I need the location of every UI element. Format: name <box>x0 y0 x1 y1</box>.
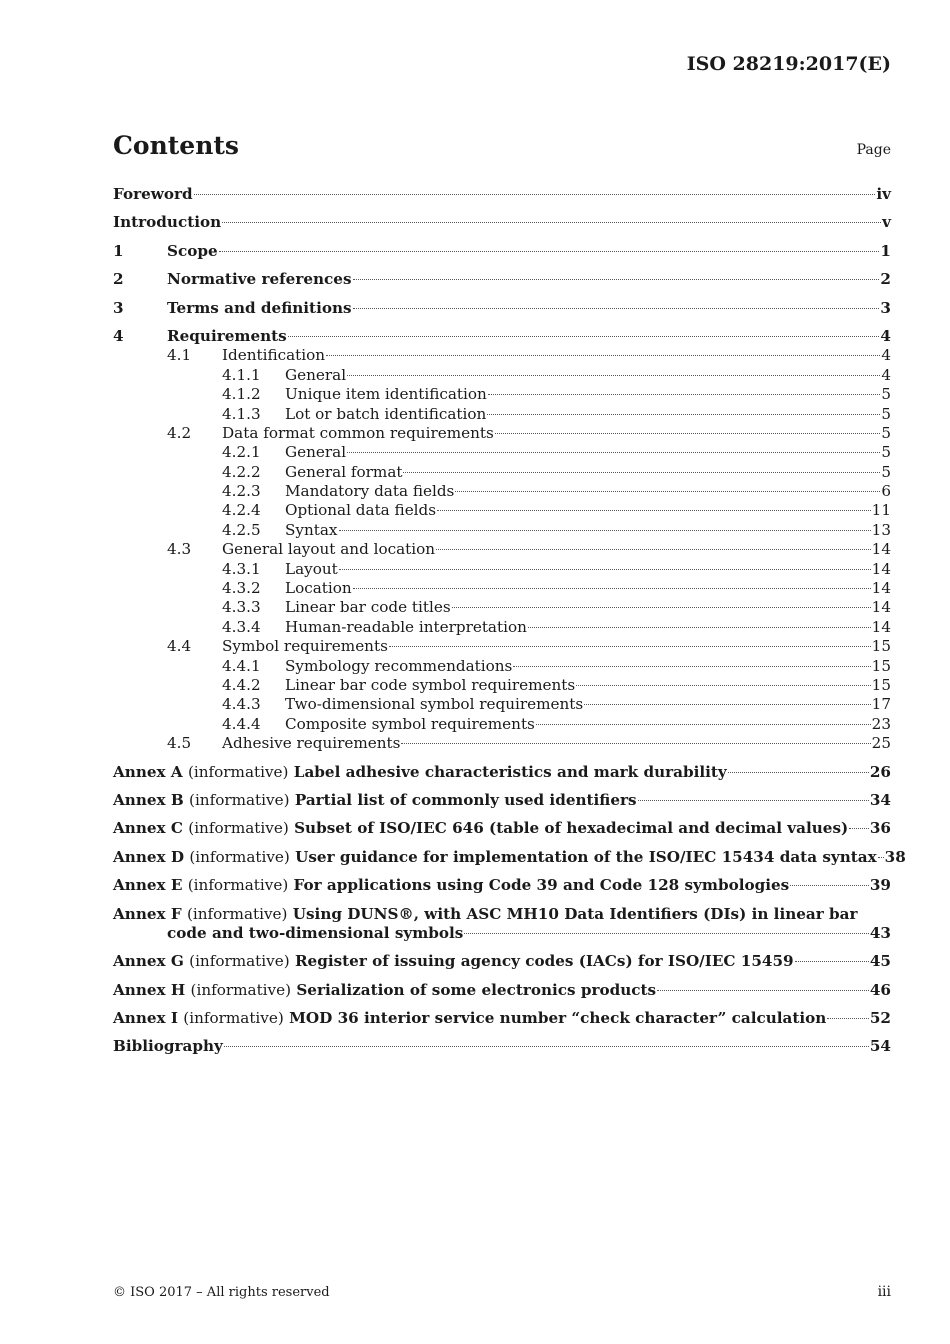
toc-page: 45 <box>869 952 891 971</box>
toc-number: 4.4.1 <box>222 656 261 675</box>
toc-page: 13 <box>871 520 891 539</box>
toc-number: 4.2.2 <box>222 462 261 481</box>
leader-dots <box>878 857 884 858</box>
leader-dots <box>849 828 869 829</box>
toc-page: 4 <box>881 346 891 365</box>
toc-title-continued: code and two-dimensional symbols <box>167 923 464 942</box>
leader-dots <box>795 961 869 962</box>
toc-page: 14 <box>871 579 891 598</box>
toc-number: 4.4 <box>167 637 192 656</box>
toc-page: 43 <box>869 923 891 942</box>
leader-dots <box>353 588 871 589</box>
leader-dots <box>536 724 871 725</box>
leader-dots <box>790 885 869 886</box>
toc-page: 11 <box>871 501 891 520</box>
leader-dots <box>827 1018 869 1019</box>
page-number: iii <box>877 1284 891 1300</box>
toc-page: 25 <box>871 734 891 753</box>
leader-dots <box>657 990 869 991</box>
contents-heading: Contents <box>113 131 240 160</box>
toc-number: 4.3 <box>167 540 192 559</box>
toc-entry-subsection[interactable] <box>113 579 891 598</box>
toc-number: 4.3.4 <box>222 617 261 636</box>
toc-page: 14 <box>871 559 891 578</box>
toc-entry-subsection[interactable] <box>113 385 891 404</box>
toc-title: Two-dimensional symbol requirements <box>285 695 584 714</box>
toc-number: 4.2.3 <box>222 482 261 501</box>
toc-page: 5 <box>881 385 891 404</box>
toc-title: Lot or batch identification <box>285 404 487 423</box>
toc-entry-annex-h[interactable] <box>113 981 891 1000</box>
toc-title: Optional data fields <box>285 501 437 520</box>
toc-entry-annex-d[interactable] <box>113 847 906 867</box>
annex-type: (informative) <box>189 790 290 809</box>
annex-label: Annex I <box>113 1009 178 1028</box>
leader-dots <box>326 355 880 356</box>
annex-type: (informative) <box>186 904 288 923</box>
toc-entry-clause-3[interactable] <box>113 299 891 318</box>
toc-title: Terms and definitions <box>167 298 352 317</box>
toc-title: Human-readable interpretation <box>285 617 527 636</box>
leader-dots <box>436 549 871 550</box>
annex-type: (informative) <box>183 1009 284 1028</box>
toc-title: Register of issuing agency codes (IACs) for ISO/IEC 15459 <box>294 952 794 971</box>
toc-page: iv <box>876 185 891 203</box>
annex-type: (informative) <box>189 952 290 971</box>
toc-entry-subsection[interactable] <box>113 443 891 462</box>
toc-number: 4.1.2 <box>222 385 261 404</box>
leader-dots <box>339 530 871 531</box>
toc-page: 34 <box>869 790 891 809</box>
leader-dots <box>487 414 880 415</box>
toc-number: 4 <box>113 326 124 345</box>
toc-entry-introduction[interactable] <box>113 213 891 232</box>
toc-number: 1 <box>113 241 124 260</box>
toc-title: For applications using Code 39 and Code 128 symbologies <box>293 876 790 895</box>
leader-dots <box>401 743 870 744</box>
toc-title: Label adhesive characteristics and mark durability <box>293 762 727 781</box>
toc-page: 4 <box>880 326 891 345</box>
toc-title: Symbology recommendations <box>285 656 513 675</box>
toc-title: Serialization of some electronics products <box>296 980 657 999</box>
toc-title: Foreword <box>113 185 193 203</box>
leader-dots <box>488 394 881 395</box>
toc-entry-subsection[interactable] <box>113 657 891 676</box>
toc-page: 5 <box>881 423 891 442</box>
toc-page: 1 <box>880 241 891 260</box>
toc-entry-subsection[interactable] <box>113 482 891 501</box>
toc-number: 4.3.1 <box>222 559 261 578</box>
document-id: ISO 28219:2017(E) <box>686 53 891 75</box>
toc-entry-section[interactable] <box>113 540 891 559</box>
toc-page: 26 <box>869 762 891 781</box>
toc-entry-foreword[interactable] <box>113 185 891 204</box>
toc-number: 2 <box>113 270 124 289</box>
toc-entry-section[interactable] <box>113 734 891 753</box>
toc-page: 5 <box>881 443 891 462</box>
toc-title: General <box>285 365 347 384</box>
leader-dots <box>455 491 880 492</box>
toc-number: 4.4.2 <box>222 675 261 694</box>
leader-dots <box>528 627 871 628</box>
toc-number: 4.2.1 <box>222 443 261 462</box>
leader-dots <box>728 772 869 773</box>
annex-label: Annex B <box>113 790 184 809</box>
toc-title: Composite symbol requirements <box>285 714 535 733</box>
toc-entry-subsection[interactable] <box>113 715 891 734</box>
toc-page: 15 <box>871 675 891 694</box>
annex-label: Annex G <box>113 952 184 971</box>
toc-number: 4.2.4 <box>222 501 261 520</box>
toc-entry-annex-g[interactable] <box>113 952 891 971</box>
toc-entry-subsection[interactable] <box>113 560 891 579</box>
toc-title: Syntax <box>285 520 338 539</box>
toc-entry-subsection[interactable] <box>113 695 891 714</box>
toc-page: 14 <box>871 617 891 636</box>
leader-dots <box>464 933 869 934</box>
annex-type: (informative) <box>187 876 289 895</box>
toc-number: 4.1.1 <box>222 365 261 384</box>
toc-title: General <box>285 443 347 462</box>
toc-title: Bibliography <box>113 1037 223 1056</box>
leader-dots <box>194 194 876 195</box>
toc-page: v <box>882 213 891 232</box>
leader-dots <box>403 472 880 473</box>
leader-dots <box>288 336 880 337</box>
toc-entry-subsection[interactable] <box>113 598 891 617</box>
toc-entry-section[interactable] <box>113 346 891 365</box>
toc-entry-subsection[interactable] <box>113 618 891 637</box>
leader-dots <box>584 704 870 705</box>
toc-entry-subsection[interactable] <box>113 676 891 695</box>
toc-page: 14 <box>871 598 891 617</box>
toc-title: Subset of ISO/IEC 646 (table of hexadecimal and decimal values) <box>294 819 849 838</box>
table-of-contents <box>113 185 906 1057</box>
leader-dots <box>452 607 871 608</box>
toc-page: 2 <box>880 270 891 289</box>
toc-title: Normative references <box>167 270 352 289</box>
annex-label: Annex C <box>113 819 183 838</box>
toc-title: Scope <box>167 241 218 260</box>
toc-entry-subsection[interactable] <box>113 463 891 482</box>
annex-type: (informative) <box>187 762 289 781</box>
toc-entry-annex-i[interactable] <box>113 1009 891 1028</box>
toc-page: 15 <box>871 656 891 675</box>
toc-entry-annex-f[interactable] <box>113 905 891 944</box>
toc-entry-clause-2[interactable] <box>113 270 891 289</box>
toc-page: 17 <box>871 695 891 714</box>
toc-page: 23 <box>871 714 891 733</box>
toc-page: 6 <box>881 482 891 501</box>
leader-dots <box>347 452 880 453</box>
page-column-label: Page <box>856 142 891 158</box>
toc-title: Partial list of commonly used identifiers <box>294 790 637 809</box>
toc-number: 4.4.3 <box>222 695 261 714</box>
leader-dots <box>437 510 871 511</box>
toc-page: 15 <box>871 637 891 656</box>
toc-entry-annex-e[interactable] <box>113 876 891 895</box>
toc-entry-section[interactable] <box>113 424 891 443</box>
toc-entry-annex-a[interactable] <box>113 763 891 782</box>
toc-page: 46 <box>869 980 891 999</box>
toc-entry-clause-4[interactable] <box>113 327 891 346</box>
leader-dots <box>353 308 880 309</box>
toc-title: Layout <box>285 559 338 578</box>
toc-title: Introduction <box>113 213 222 232</box>
toc-page: 5 <box>881 404 891 423</box>
annex-label: Annex A <box>113 762 183 781</box>
toc-title: General format <box>285 462 403 481</box>
toc-entry-annex-c[interactable] <box>113 819 891 838</box>
toc-title: Adhesive requirements <box>222 734 401 753</box>
toc-number: 4.2.5 <box>222 520 261 539</box>
toc-page: 38 <box>884 847 906 866</box>
leader-dots <box>353 279 880 280</box>
toc-entry-annex-b[interactable] <box>113 791 891 810</box>
toc-entry-section[interactable] <box>113 637 891 656</box>
leader-dots <box>513 666 870 667</box>
toc-number: 4.4.4 <box>222 714 261 733</box>
toc-number: 4.2 <box>167 423 192 442</box>
toc-entry-clause-1[interactable] <box>113 242 891 261</box>
leader-dots <box>347 375 880 376</box>
toc-title: General layout and location <box>222 540 436 559</box>
toc-title: Mandatory data fields <box>285 482 455 501</box>
toc-number: 4.1 <box>167 346 192 365</box>
toc-title: Linear bar code symbol requirements <box>285 675 576 694</box>
leader-dots <box>389 646 871 647</box>
toc-title: MOD 36 interior service number “check character” calculation <box>289 1009 827 1028</box>
toc-title: Linear bar code titles <box>285 598 451 617</box>
leader-dots <box>222 222 881 223</box>
toc-page: 39 <box>869 876 891 895</box>
toc-number: 4.5 <box>167 734 192 753</box>
annex-label: Annex D <box>113 847 185 866</box>
toc-page: 14 <box>871 540 891 559</box>
annex-type: (informative) <box>190 980 292 999</box>
toc-title: Identification <box>222 346 326 365</box>
annex-label: Annex E <box>113 876 183 895</box>
toc-number: 4.1.3 <box>222 404 261 423</box>
toc-page: 54 <box>869 1037 891 1056</box>
toc-page: 52 <box>869 1009 891 1028</box>
toc-title: User guidance for implementation of the ISO/IEC 15434 data syntax <box>295 847 877 866</box>
toc-entry-subsection[interactable] <box>113 405 891 424</box>
annex-label: Annex H <box>113 980 186 999</box>
toc-number: 4.3.3 <box>222 598 261 617</box>
toc-title: Location <box>285 579 352 598</box>
toc-page: 3 <box>880 298 891 317</box>
annex-type: (informative) <box>188 819 289 838</box>
annex-type: (informative) <box>189 847 290 866</box>
toc-title: Unique item identification <box>285 385 487 404</box>
leader-dots <box>638 800 869 801</box>
leader-dots <box>495 433 881 434</box>
toc-entry-subsection[interactable] <box>113 366 891 385</box>
toc-title: Data format common requirements <box>222 423 494 442</box>
toc-page: 36 <box>869 819 891 838</box>
annex-label: Annex F <box>113 904 182 923</box>
leader-dots <box>576 685 871 686</box>
toc-page: 4 <box>881 365 891 384</box>
leader-dots <box>224 1046 869 1047</box>
leader-dots <box>339 569 871 570</box>
leader-dots <box>219 251 880 252</box>
copyright-notice: © ISO 2017 – All rights reserved <box>113 1285 330 1300</box>
toc-page: 5 <box>881 462 891 481</box>
toc-number: 4.3.2 <box>222 579 261 598</box>
toc-entry-subsection[interactable] <box>113 521 891 540</box>
toc-entry-bibliography[interactable] <box>113 1037 891 1056</box>
toc-title: Requirements <box>167 326 287 345</box>
toc-title: Using DUNS®, with ASC MH10 Data Identifiers (DIs) in linear bar <box>292 904 858 923</box>
toc-title: Symbol requirements <box>222 637 388 656</box>
toc-number: 3 <box>113 298 124 317</box>
toc-entry-subsection[interactable] <box>113 501 891 520</box>
